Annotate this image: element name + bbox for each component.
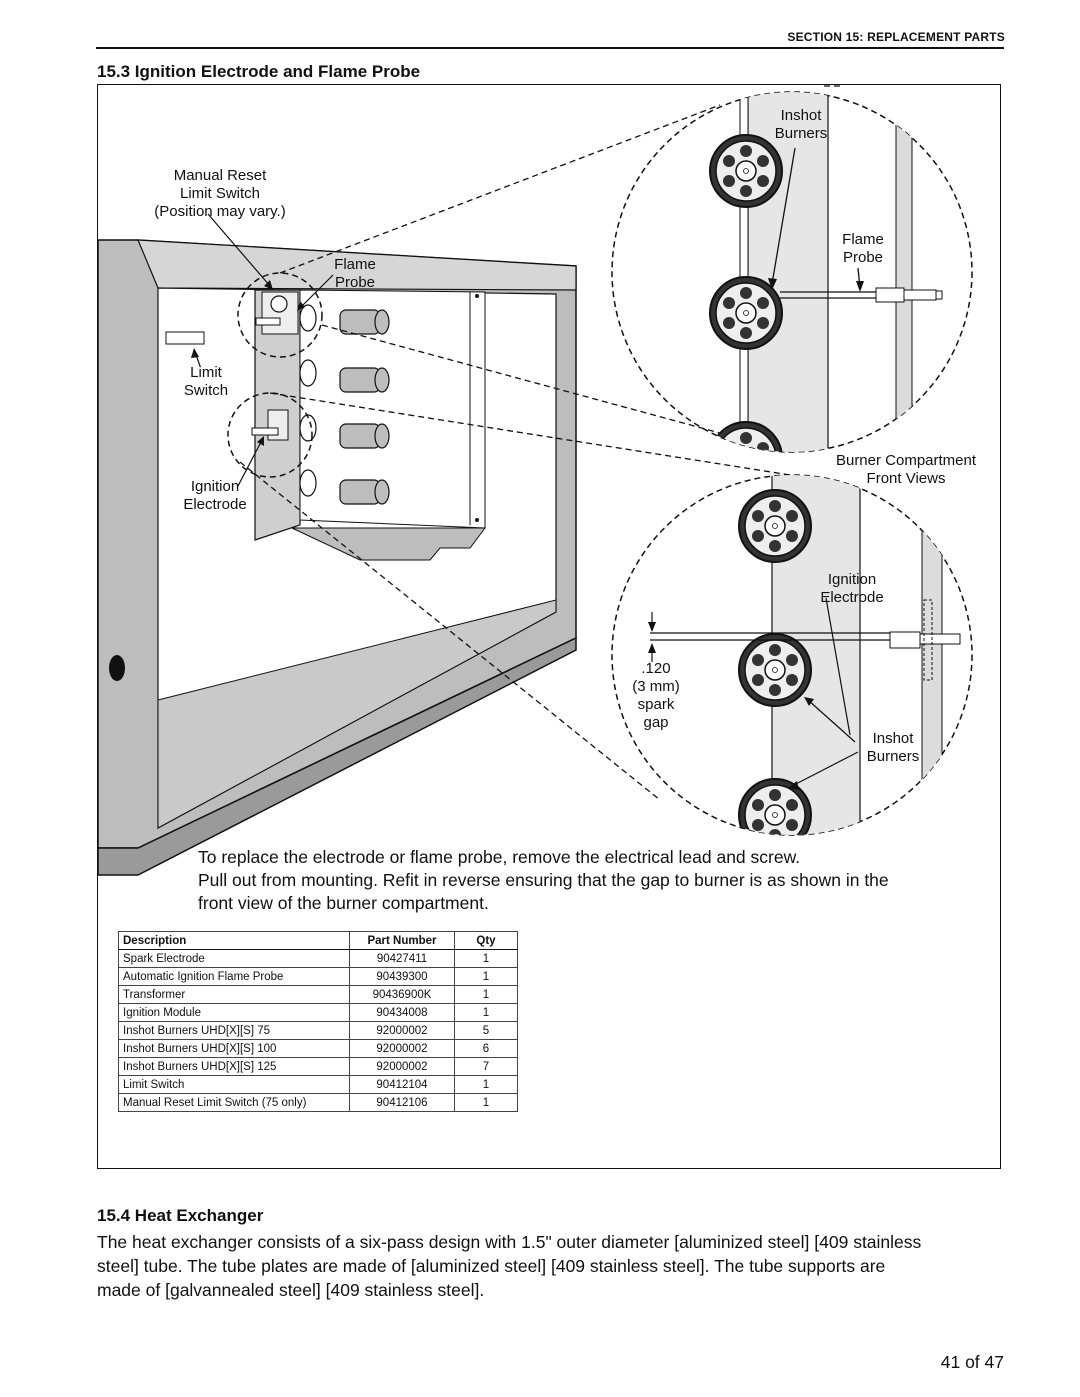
cell-qty: 1 <box>455 950 518 968</box>
cell-qty: 5 <box>455 1022 518 1040</box>
table-row <box>119 986 518 1004</box>
cell-description: Ignition Module <box>119 1004 350 1022</box>
cell-description: Spark Electrode <box>119 950 350 968</box>
heat-exchanger-title: 15.4 Heat Exchanger <box>97 1206 264 1225</box>
header-description: Description <box>119 932 350 950</box>
cell-qty: 1 <box>455 1094 518 1112</box>
cell-description: Manual Reset Limit Switch (75 only) <box>119 1094 350 1112</box>
table-row <box>119 968 518 986</box>
table-row <box>119 1058 518 1076</box>
table-row <box>119 1094 518 1112</box>
cell-part-number: 90412106 <box>350 1094 455 1112</box>
parts-table <box>118 931 518 1112</box>
cell-description: Automatic Ignition Flame Probe <box>119 968 350 986</box>
cell-description: Inshot Burners UHD[X][S] 75 <box>119 1022 350 1040</box>
cell-qty: 1 <box>455 1004 518 1022</box>
page-number: 41 of 47 <box>940 1352 1004 1372</box>
cell-qty: 7 <box>455 1058 518 1076</box>
table-row <box>119 1076 518 1094</box>
spark-gap-label: .120 (3 mm) spark gap <box>632 660 680 731</box>
table-row <box>119 950 518 968</box>
cabinet-drawing <box>98 240 576 875</box>
cell-part-number: 92000002 <box>350 1040 455 1058</box>
cell-part-number: 90436900K <box>350 986 455 1004</box>
cell-description: Limit Switch <box>119 1076 350 1094</box>
burner-compartment-label: Burner Compartment Front Views <box>835 452 977 487</box>
manual-reset-label: Manual Reset Limit Switch (Position may vary.) <box>154 167 286 220</box>
limit-switch-label: Limit Switch <box>183 364 229 399</box>
flame-probe-label-left: Flame Probe <box>334 256 376 291</box>
section-header: SECTION 15: REPLACEMENT PARTS <box>787 30 1005 44</box>
cell-part-number: 90434008 <box>350 1004 455 1022</box>
cell-description: Transformer <box>119 986 350 1004</box>
cell-part-number: 90412104 <box>350 1076 455 1094</box>
parts-table-header <box>119 932 518 950</box>
cell-qty: 6 <box>455 1040 518 1058</box>
inshot-burners-label-bottom: Inshot Burners <box>866 730 920 765</box>
flame-probe-label-right: Flame Probe <box>842 231 884 266</box>
cell-qty: 1 <box>455 986 518 1004</box>
ignition-section-title: 15.3 Ignition Electrode and Flame Probe <box>97 62 421 81</box>
cell-part-number: 90427411 <box>350 950 455 968</box>
ignition-electrode-label-right: Ignition Electrode <box>820 571 884 606</box>
header-qty: Qty <box>455 932 518 950</box>
header-part-number: Part Number <box>350 932 455 950</box>
table-row <box>119 1022 518 1040</box>
table-row <box>119 1004 518 1022</box>
table-row <box>119 1040 518 1058</box>
replacement-instructions: To replace the electrode or flame probe, remove the electrical lead and screw. Pull out from mounting. Refit in reverse ensuring that the gap to burner is as shown in the front view of the burner compartment. <box>198 847 889 913</box>
cell-description: Inshot Burners UHD[X][S] 100 <box>119 1040 350 1058</box>
cell-part-number: 90439300 <box>350 968 455 986</box>
heat-exchanger-paragraph: The heat exchanger consists of a six-pass design with 1.5" outer diameter [aluminized steel] [409 stainless steel] tube. The tube plates are made of [aluminized steel] [409 stainless steel]. The tube supports are made of [galvannealed steel] [409 stainless steel]. <box>97 1232 922 1300</box>
ignition-electrode-label-left: Ignition Electrode <box>183 478 247 513</box>
cell-part-number: 92000002 <box>350 1058 455 1076</box>
inshot-burners-label-top: Inshot Burners <box>774 107 828 142</box>
cell-description: Inshot Burners UHD[X][S] 125 <box>119 1058 350 1076</box>
cell-qty: 1 <box>455 968 518 986</box>
cell-part-number: 92000002 <box>350 1022 455 1040</box>
cell-qty: 1 <box>455 1076 518 1094</box>
